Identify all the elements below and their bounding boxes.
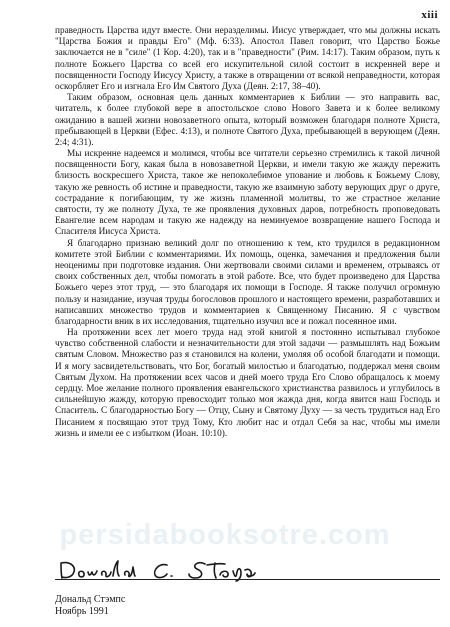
page-number: xiii: [421, 9, 438, 21]
paragraph-3: Мы искренне надеемся и молимся, чтобы все читатели серьезно стремились к такой личной посвященности Богу, какая была в новозаветной Церкви, и имели такую же жажду пережить близость воскресшего Христа, такое же непоколебимое упование и любовь к Божьему Слову, такую же ревность об истине и праведности, такую же взаимную заботу верующих друг о друге, сострадание к погибающим, ту же жизнь пламенной молитвы, то же страстное желание святости, ту же полноту Духа, те же проявления духовных даров, потребность проповедовать Евангелие всем народам и такую же надежду на неминуемое возвращение нашего Господа и Спасителя Иисуса Христа.: [55, 149, 440, 238]
signature: [55, 555, 440, 585]
signoff-date: Ноябрь 1991: [55, 606, 109, 617]
paragraph-5: На протяжении всех лет моего труда над этой книгой я постоянно испытывал глубокое чувство собственной слабости и незначительности для этой задачи — размышлять над Божьим святым Словом. Множество раз я становился на колени, умоляя об особой благодати и помощи. И я могу засвидетельствовать, что Бог, богатый милостью и благодатью, поддержал меня своим Святым Духом. На протяжении всех часов и дней моего труда Его Слово обращалось к моему сердцу. Мое желание полного проявления евангельского христианства развилось и углубилось в сильнейшую жажду, которую превосходит только моя жажда дня, когда явится наш Господь и Спаситель. С благодарностью Богу — Отцу, Сыну и Святому Духу — за честь трудиться над Его Писанием я посвящаю этот труд Тому, Кто любит нас и отдал Себя за нас, чтобы мы имели жизнь и имели ее с избытком (Иоан. 10:10).: [55, 328, 440, 439]
watermark: persidabooksotre.com: [59, 519, 391, 551]
paragraph-4: Я благодарно признаю великий долг по отношению к тем, кто трудился в редакционном комитете этой Библии с комментариями. Их помощь, оценка, замечания и предложения были неоценимы при подготовке издания. Они жертвовали своими силами и временем, отрываясь от своих собственных дел, чтобы помогать в этой работе. Все, что будет произведено для Царства Божьего через этот труд, — это благодаря их помощи в Господе. Я также получил огромную пользу и назидание, изучая труды богословов прошлого и настоящего времени, разработавших и написавших множество трудов и комментариев к Священному Писанию. Я с чувством благодарности вник в их исследования, тщательно изучил все и пожал посеянное ими.: [55, 238, 440, 327]
paragraph-1: праведность Царства идут вместе. Они неразделимы. Иисус утверждает, что мы должны искать "Царства Божия и правды Его" (Мф. 6:33). Апостол Павел говорит, что Царство Божье заключается не в "силе" (1 Кор. 4:20), так и в "праведности" (Рим. 14:17). Таким образом, путь к полноте Божьего Царства со всей его искупительной силой состоит в искренней вере и посвященности Господу Иисусу Христу, а также в отвращении от всякой неправедности, которая оскорбляет Его и изгнала Его Им Святого Духа (Деян. 2:17, 38–40).: [55, 26, 440, 92]
paragraph-2: Таким образом, основная цель данных комментариев к Библии — это направить вас, читатель, к более глубокой вере в апостольское слово Нового Завета и к более великому ожиданию в вашей жизни новозаветного опыта, который возможен благодаря полноте Христа, пребывающей в Церкви (Ефес. 4:13), и полноте Святого Духа, пребывающей в верующем (Деян. 2:4; 4:31).: [55, 93, 440, 148]
signoff: [55, 594, 125, 618]
author-name: Дональд Стэмпс: [55, 594, 126, 605]
signature-line: [55, 579, 440, 580]
preface-body: [55, 26, 440, 440]
handwritten-signature-icon: [55, 555, 440, 585]
